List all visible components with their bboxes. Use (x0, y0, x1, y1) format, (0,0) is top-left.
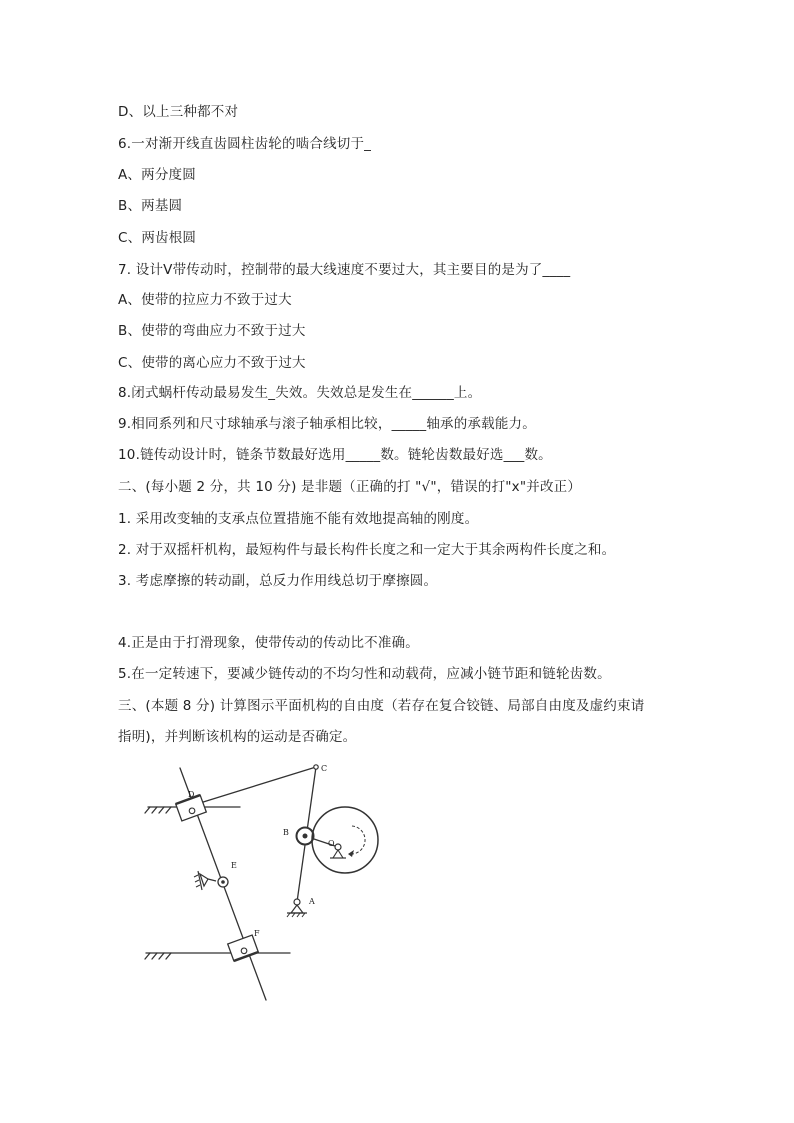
question-7: 7. 设计V带传动时，控制带的最大线速度不要过大，其主要目的是为了____ (118, 262, 571, 278)
question-8: 8.闭式蜗杆传动最易发生_失效。失效总是发生在______上。 (118, 385, 482, 401)
label-e: E (231, 861, 237, 870)
option-d-q5: D、以上三种都不对 (118, 104, 239, 120)
mechanism-figure (140, 762, 400, 1007)
option-b-q6: B、两基圆 (118, 198, 183, 214)
tf-item-1: 1. 采用改变轴的支承点位置措施不能有效地提高轴的刚度。 (118, 511, 479, 527)
option-c-q7: C、使带的离心应力不致于过大 (118, 355, 306, 371)
label-a: A (309, 897, 315, 906)
label-o: O (328, 839, 335, 848)
tf-item-4: 4.正是由于打滑现象，使带传动的传动比不准确。 (118, 635, 419, 651)
joint-c (314, 765, 318, 769)
question-10: 10.链传动设计时，链条节数最好选用_____数。链轮齿数最好选___数。 (118, 447, 552, 463)
option-a-q7: A、使带的拉应力不致于过大 (118, 292, 292, 308)
section-2-heading: 二、(每小题 2 分，共 10 分) 是非题（正确的打 "√"，错误的打"x"并改正） (118, 479, 582, 495)
tf-item-5: 5.在一定转速下，要减少链传动的不均匀性和动载荷，应减小链节距和链轮齿数。 (118, 666, 611, 682)
label-c: C (321, 764, 328, 773)
disc-o (312, 807, 378, 873)
pivot-a (287, 899, 307, 917)
section-3-heading-cont: 指明)，并判断该机构的运动是否确定。 (118, 729, 357, 745)
joint-e (194, 871, 228, 890)
section-3-heading: 三、(本题 8 分) 计算图示平面机构的自由度（若存在复合铰链、局部自由度及虚约束请 (118, 698, 645, 714)
option-a-q6: A、两分度圆 (118, 167, 196, 183)
tf-item-2: 2. 对于双摇杆机构，最短构件与最长构件长度之和一定大于其余两构件长度之和。 (118, 542, 616, 558)
label-b: B (283, 828, 289, 837)
mechanism-diagram (140, 762, 400, 1007)
option-c-q6: C、两齿根圆 (118, 230, 197, 246)
option-b-q7: B、使带的弯曲应力不致于过大 (118, 323, 306, 339)
ground-hatch-d (145, 807, 171, 813)
ground-hatch-f (145, 953, 171, 959)
roller-b (297, 828, 314, 845)
question-6: 6.一对渐开线直齿圆柱齿轮的啮合线切于_ (118, 136, 372, 152)
label-d: D (188, 790, 195, 799)
slider-f (228, 935, 259, 961)
tf-item-3: 3. 考虑摩擦的转动副，总反力作用线总切于摩擦圆。 (118, 573, 438, 589)
link-dc (200, 767, 316, 803)
question-9: 9.相同系列和尺寸球轴承与滚子轴承相比较，_____轴承的承载能力。 (118, 416, 536, 432)
label-f: F (254, 929, 260, 938)
